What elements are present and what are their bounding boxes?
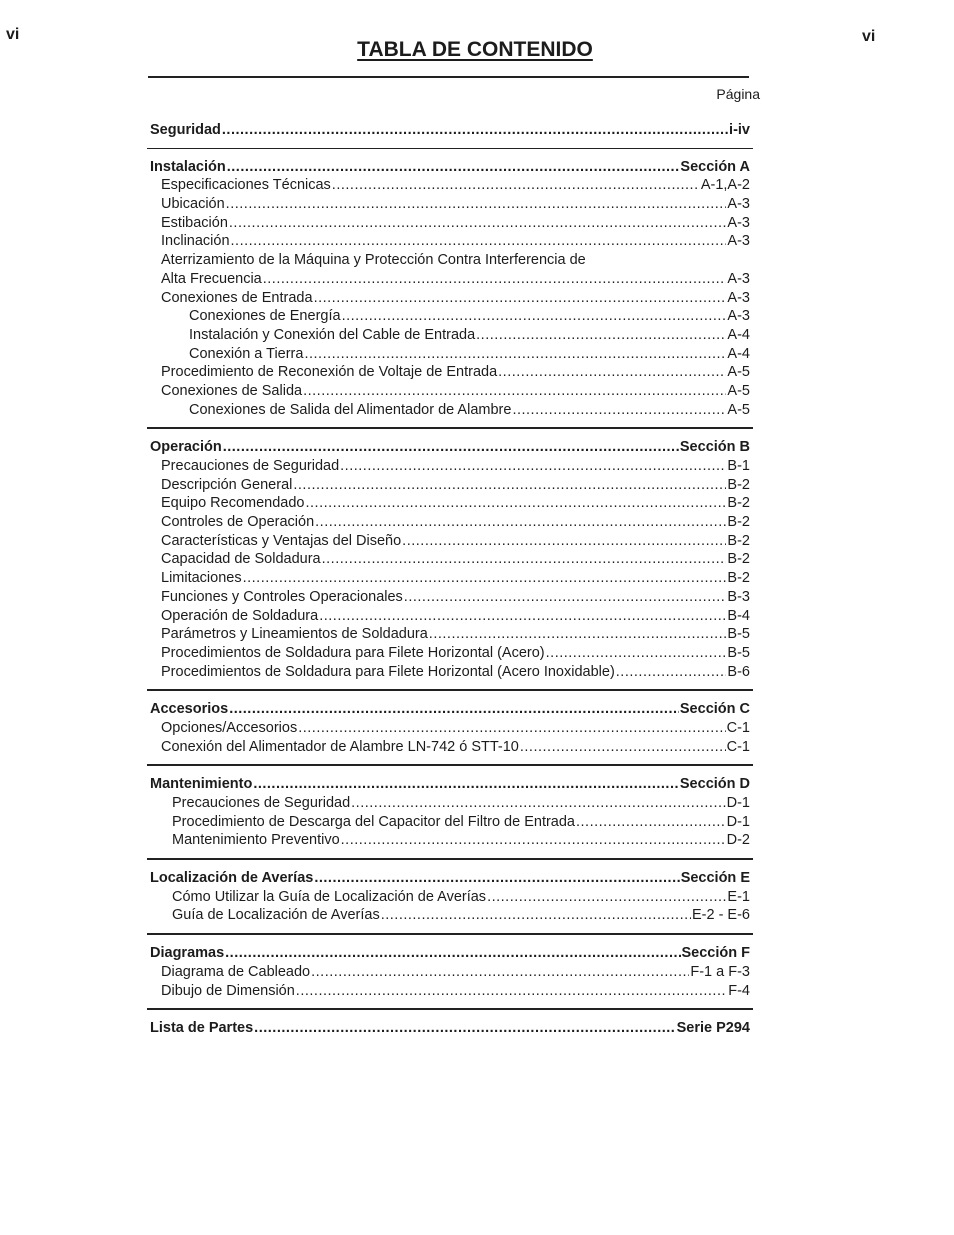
toc-entry-page: A-3 bbox=[727, 270, 750, 287]
toc-entry-title: Conexiones de Salida bbox=[161, 382, 303, 399]
toc-entry-title: Procedimiento de Reconexión de Voltaje de Entrada bbox=[161, 364, 498, 381]
toc-entry-title: Cómo Utilizar la Guía de Localización de Averías bbox=[172, 888, 487, 905]
toc-entry[interactable] bbox=[150, 625, 750, 644]
page-number-right: vi bbox=[862, 28, 876, 45]
toc-section-heading[interactable] bbox=[150, 869, 750, 888]
toc-entry[interactable] bbox=[150, 307, 750, 326]
dot-leader bbox=[546, 644, 727, 663]
toc-entry[interactable] bbox=[150, 401, 750, 420]
dot-leader bbox=[229, 700, 679, 719]
toc-entry-title: Instalación y Conexión del Cable de Entrada bbox=[189, 326, 476, 343]
toc-entry-title: Diagramas bbox=[150, 945, 225, 962]
dot-leader bbox=[404, 588, 727, 607]
toc-section-heading[interactable] bbox=[150, 944, 750, 963]
toc-entry-page: Sección A bbox=[680, 158, 750, 175]
toc-entry-page: E-2 - E-6 bbox=[691, 907, 750, 924]
dot-leader bbox=[254, 1019, 675, 1038]
dot-leader bbox=[225, 944, 680, 963]
toc-entry-page: B-5 bbox=[727, 626, 750, 643]
toc-entry-title: Aterrizamiento de la Máquina y Protección Contra Interferencia de bbox=[161, 252, 586, 269]
toc-entry-title: Localización de Averías bbox=[150, 870, 314, 887]
toc-entry[interactable] bbox=[150, 663, 750, 682]
toc-entry-page: B-2 bbox=[727, 570, 750, 587]
dot-leader bbox=[351, 794, 725, 813]
toc-entry-title: Procedimientos de Soldadura para Filete Horizontal (Acero Inoxidable) bbox=[161, 663, 615, 680]
toc-entry-page: C-1 bbox=[726, 719, 750, 736]
toc-entry[interactable] bbox=[150, 214, 750, 233]
toc-entry[interactable] bbox=[150, 195, 750, 214]
page-title: TABLA DE CONTENIDO bbox=[357, 38, 593, 61]
dot-leader bbox=[429, 625, 727, 644]
dot-leader bbox=[229, 214, 727, 233]
toc-entry-title: Precauciones de Seguridad bbox=[161, 458, 340, 474]
toc-section-heading[interactable] bbox=[150, 121, 750, 140]
dot-leader bbox=[315, 513, 726, 532]
toc-entry-title: Seguridad bbox=[150, 122, 221, 138]
dot-leader bbox=[332, 176, 700, 195]
toc-entry-page: A-3 bbox=[727, 233, 750, 250]
toc-entry-title: Conexión del Alimentador de Alambre LN-742 ó STT-10 bbox=[161, 738, 519, 755]
section-divider bbox=[147, 764, 753, 766]
toc-entry-title: Operación de Soldadura bbox=[161, 607, 319, 624]
toc-section-heading[interactable] bbox=[150, 1019, 750, 1038]
toc-entry-title: Mantenimiento Preventivo bbox=[172, 832, 340, 849]
toc-entry[interactable] bbox=[150, 232, 750, 251]
toc-entry-page: B-2 bbox=[727, 514, 750, 531]
dot-leader bbox=[498, 363, 726, 382]
toc-entry-page: A-5 bbox=[727, 401, 750, 418]
toc-entry-page: B-2 bbox=[727, 551, 750, 568]
toc-entry-title: Dibujo de Dimensión bbox=[161, 982, 295, 999]
toc-entry-page: D-2 bbox=[726, 832, 750, 849]
dot-leader bbox=[381, 906, 691, 925]
toc-entry[interactable] bbox=[150, 251, 750, 270]
toc-entry-title: Lista de Partes bbox=[150, 1020, 254, 1037]
toc-entry-page: B-2 bbox=[727, 532, 750, 549]
toc-entry[interactable] bbox=[150, 963, 750, 982]
toc-entry-title: Accesorios bbox=[150, 701, 229, 718]
table-of-contents bbox=[150, 121, 750, 1038]
toc-entry[interactable] bbox=[150, 270, 750, 289]
toc-entry[interactable] bbox=[150, 457, 750, 476]
toc-entry-title: Controles de Operación bbox=[161, 514, 315, 531]
toc-entry-title: Precauciones de Seguridad bbox=[172, 795, 351, 811]
toc-section-heading[interactable] bbox=[150, 700, 750, 719]
toc-entry-title: Guía de Localización de Averías bbox=[172, 907, 380, 924]
toc-entry-title: Conexiones de Entrada bbox=[161, 289, 313, 306]
dot-leader bbox=[576, 813, 726, 832]
toc-entry-page: A-3 bbox=[727, 308, 750, 325]
dot-leader bbox=[342, 307, 727, 326]
toc-entry-page: Serie P294 bbox=[676, 1020, 750, 1037]
dot-leader bbox=[311, 963, 689, 982]
toc-entry-page: i-iv bbox=[729, 122, 750, 138]
dot-leader bbox=[487, 888, 726, 907]
toc-entry[interactable] bbox=[150, 494, 750, 513]
toc-entry[interactable] bbox=[150, 532, 750, 551]
dot-leader bbox=[263, 270, 727, 289]
toc-entry[interactable] bbox=[150, 644, 750, 663]
toc-entry-page: B-4 bbox=[727, 607, 750, 624]
section-divider bbox=[147, 689, 753, 691]
toc-entry-page: B-5 bbox=[727, 644, 750, 661]
dot-leader bbox=[402, 532, 726, 551]
dot-leader bbox=[303, 382, 726, 401]
toc-entry-title: Opciones/Accesorios bbox=[161, 719, 298, 736]
title-rule bbox=[148, 76, 749, 78]
toc-entry-page: B-2 bbox=[727, 476, 750, 493]
toc-entry[interactable] bbox=[150, 588, 750, 607]
toc-entry-page: D-1 bbox=[726, 795, 750, 811]
dot-leader bbox=[616, 663, 727, 682]
dot-leader bbox=[304, 345, 726, 364]
dot-leader bbox=[223, 438, 679, 457]
toc-entry[interactable] bbox=[150, 289, 750, 308]
toc-entry[interactable] bbox=[150, 326, 750, 345]
toc-entry-title: Diagrama de Cableado bbox=[161, 963, 311, 980]
toc-entry-title: Procedimientos de Soldadura para Filete Horizontal (Acero) bbox=[161, 644, 545, 661]
toc-section-heading[interactable] bbox=[150, 158, 750, 177]
toc-entry[interactable] bbox=[150, 176, 750, 195]
dot-leader bbox=[314, 289, 727, 308]
toc-entry[interactable] bbox=[150, 550, 750, 569]
dot-leader bbox=[227, 158, 680, 177]
dot-leader bbox=[512, 401, 726, 420]
toc-entry-title: Conexión a Tierra bbox=[189, 345, 304, 362]
toc-entry[interactable] bbox=[150, 607, 750, 626]
toc-entry[interactable] bbox=[150, 476, 750, 495]
dot-leader bbox=[231, 232, 727, 251]
toc-entry-title: Ubicación bbox=[161, 196, 225, 213]
dot-leader bbox=[319, 607, 726, 626]
toc-entry-page: F-4 bbox=[728, 982, 750, 999]
toc-entry-page: E-1 bbox=[727, 888, 750, 905]
toc-entry-title: Inclinación bbox=[161, 233, 230, 250]
toc-entry-page: C-1 bbox=[726, 738, 750, 755]
toc-section-heading[interactable] bbox=[150, 438, 750, 457]
toc-entry-page: A-5 bbox=[727, 364, 750, 381]
toc-entry-title: Equipo Recomendado bbox=[161, 495, 305, 512]
dot-leader bbox=[520, 738, 726, 757]
section-divider bbox=[147, 148, 753, 149]
toc-entry-page: A-4 bbox=[727, 345, 750, 362]
toc-entry-page: B-3 bbox=[727, 588, 750, 605]
toc-entry[interactable] bbox=[150, 345, 750, 364]
toc-entry-page: B-6 bbox=[727, 663, 750, 680]
toc-entry[interactable] bbox=[150, 719, 750, 738]
toc-entry-page: A-3 bbox=[727, 196, 750, 213]
toc-entry-page: Sección F bbox=[681, 945, 750, 962]
section-divider bbox=[147, 933, 753, 935]
toc-entry-page: Sección C bbox=[679, 701, 750, 718]
toc-entry-title: Operación bbox=[150, 439, 222, 456]
toc-entry[interactable] bbox=[150, 888, 750, 907]
toc-entry-page: A-4 bbox=[727, 326, 750, 343]
dot-leader bbox=[243, 569, 727, 588]
dot-leader bbox=[296, 982, 727, 1001]
dot-leader bbox=[341, 831, 726, 850]
toc-entry-title: Mantenimiento bbox=[150, 776, 253, 793]
toc-entry-title: Estibación bbox=[161, 214, 228, 231]
toc-entry[interactable] bbox=[150, 906, 750, 925]
toc-entry-page: A-3 bbox=[727, 289, 750, 306]
toc-entry-page: A-5 bbox=[727, 382, 750, 399]
dot-leader bbox=[476, 326, 726, 345]
toc-entry-page: Sección D bbox=[679, 776, 750, 793]
toc-entry[interactable] bbox=[150, 738, 750, 757]
dot-leader bbox=[293, 476, 726, 495]
toc-entry[interactable] bbox=[150, 982, 750, 1001]
toc-entry[interactable] bbox=[150, 831, 750, 850]
page-column-label: Página bbox=[716, 86, 760, 102]
dot-leader bbox=[306, 494, 727, 513]
toc-entry[interactable] bbox=[150, 794, 750, 813]
toc-entry-title: Procedimiento de Descarga del Capacitor del Filtro de Entrada bbox=[172, 813, 575, 830]
toc-entry[interactable] bbox=[150, 363, 750, 382]
toc-entry-title: Parámetros y Lineamientos de Soldadura bbox=[161, 626, 428, 643]
section-divider bbox=[147, 427, 753, 429]
toc-entry-title: Funciones y Controles Operacionales bbox=[161, 588, 403, 605]
toc-entry[interactable] bbox=[150, 813, 750, 832]
toc-entry[interactable] bbox=[150, 513, 750, 532]
section-divider bbox=[147, 858, 753, 860]
toc-entry-title: Características y Ventajas del Diseño bbox=[161, 532, 402, 549]
toc-entry-page: D-1 bbox=[726, 813, 750, 830]
toc-entry-page: A-1,A-2 bbox=[700, 177, 750, 194]
toc-section-heading[interactable] bbox=[150, 775, 750, 794]
page-number-left: vi bbox=[6, 26, 20, 43]
toc-entry-page: F-1 a F-3 bbox=[690, 963, 750, 980]
toc-entry-title: Conexiones de Energía bbox=[189, 308, 341, 325]
toc-entry-page: Sección B bbox=[679, 439, 750, 456]
toc-entry-title: Conexiones de Salida del Alimentador de Alambre bbox=[189, 401, 512, 418]
toc-entry-title: Alta Frecuencia bbox=[161, 270, 262, 287]
toc-entry[interactable] bbox=[150, 382, 750, 401]
toc-entry-title: Capacidad de Soldadura bbox=[161, 551, 321, 568]
dot-leader bbox=[253, 775, 679, 794]
dot-leader bbox=[222, 121, 728, 140]
toc-entry-page: B-2 bbox=[727, 495, 750, 512]
dot-leader bbox=[314, 869, 679, 888]
dot-leader bbox=[226, 195, 727, 214]
toc-entry[interactable] bbox=[150, 569, 750, 588]
toc-entry-title: Limitaciones bbox=[161, 570, 242, 587]
toc-entry-page: B-1 bbox=[727, 458, 750, 474]
dot-leader bbox=[298, 719, 725, 738]
section-divider bbox=[147, 1008, 753, 1010]
toc-entry-page: Sección E bbox=[680, 870, 750, 887]
dot-leader bbox=[340, 457, 726, 476]
toc-entry-title: Instalación bbox=[150, 158, 226, 175]
dot-leader bbox=[322, 550, 727, 569]
toc-entry-title: Especificaciones Técnicas bbox=[161, 177, 331, 194]
toc-entry-title: Descripción General bbox=[161, 476, 293, 493]
toc-entry-page: A-3 bbox=[727, 214, 750, 231]
